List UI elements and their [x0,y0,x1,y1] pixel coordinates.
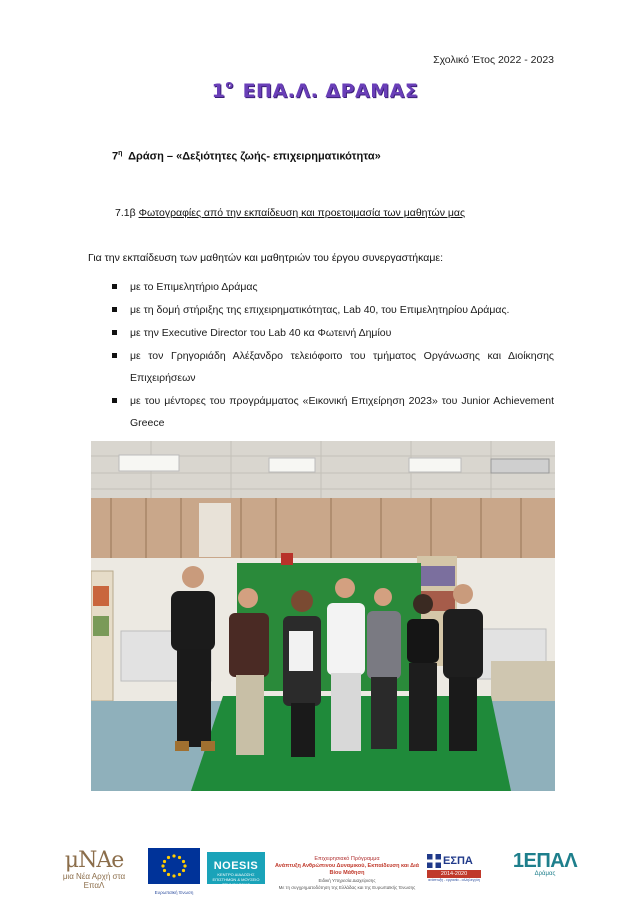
mvae-logo [55,850,133,890]
espa-logo-text: ΕΣΠΑ [443,855,473,867]
action-title-text: Δράση – «Δεξιότητες ζωής- επιχειρηματικότητα» [128,150,381,163]
espa-flag-icon [427,854,441,868]
list-item: με την Executive Director του Lab 40 κα Φωτεινή Δημίου [106,322,554,344]
epal-logo-sub: Δράμας [534,871,556,877]
subsection-number: 7.1β [115,207,136,219]
noesis-logo-text: NOESIS [213,860,259,872]
action-superscript: η [118,150,123,157]
noesis-logo-caption: ΚΕΝΤΡΟ ΔΙΑΔΟΣΗΣ ΕΠΙΣΤΗΜΩΝ & ΜΟΥΣΕΙΟ ΤΕΧΝΟΛΟΓΙΑΣ [212,872,260,887]
intro-paragraph: Για την εκπαίδευση των μαθητών και μαθητριών του έργου συνεργαστήκαμε: [88,252,443,264]
eu-flag-icon [148,848,200,884]
espa-logo [427,852,481,882]
program-line-2: Ανάπτυξη Ανθρώπινου Δυναμικού, Εκπαίδευση και Διά Βίου Μάθηση [274,863,420,876]
operational-program-logo [273,856,421,891]
mvae-logo-caption: μια Νέα Αρχή στα ΕπαΛ [62,872,126,890]
school-superscript: ο [225,78,234,91]
partners-list [106,276,554,435]
subsection-title: Φωτογραφίες από την εκπαίδευση και προετοιμασία των μαθητών μας [138,207,466,219]
espa-years: 2014-2020 [427,870,481,878]
list-item: με τη δομή στήριξης της επιχειρηματικότητας, Lab 40, του Επιμελητηρίου Δράμας. [106,299,554,321]
school-name: ΕΠΑ.Λ. ΔΡΑΜΑΣ [242,80,419,102]
espa-tagline: ανάπτυξη - εργασία - αλληλεγγύη [428,878,480,882]
school-year: Σχολικό Έτος 2022 - 2023 [433,54,554,66]
action-number: 7 [112,150,119,163]
group-photo-illustration [91,441,555,791]
program-line-4: Με τη συγχρηματοδότηση της Ελλάδας και της Ευρωπαϊκής Ένωσης [278,885,416,890]
action-title [112,150,381,163]
program-line-3: Ειδική Υπηρεσία Διαχείρισης [318,878,376,883]
list-item: με το Επιμελητήριο Δράμας [106,276,554,298]
subsection-heading [115,207,465,219]
list-item: με τον Γρηγοριάδη Αλέξανδρο τελειόφοιτο του τμήματος Οργάνωσης και Διοίκησης Επιχειρήσεων [106,345,554,389]
list-item: με του μέντορες του προγράμματος «Εικονική Επιχείρηση 2023» του Junior Achievement Greece [106,390,554,434]
epal-logo [505,850,585,877]
school-number: 1 [211,80,226,102]
program-line-1: Επιχειρησιακό Πρόγραμμα [314,856,380,862]
footer-logos [55,848,585,896]
group-photo [91,441,555,791]
epal-logo-text: 1ΕΠΑΛ [512,850,578,872]
noesis-logo [207,852,265,887]
mvae-logo-mark: μNAe [64,848,124,873]
eu-logo-caption: Ευρωπαϊκή Ένωση [154,890,194,895]
school-title [0,78,630,102]
eu-logo [148,848,200,895]
